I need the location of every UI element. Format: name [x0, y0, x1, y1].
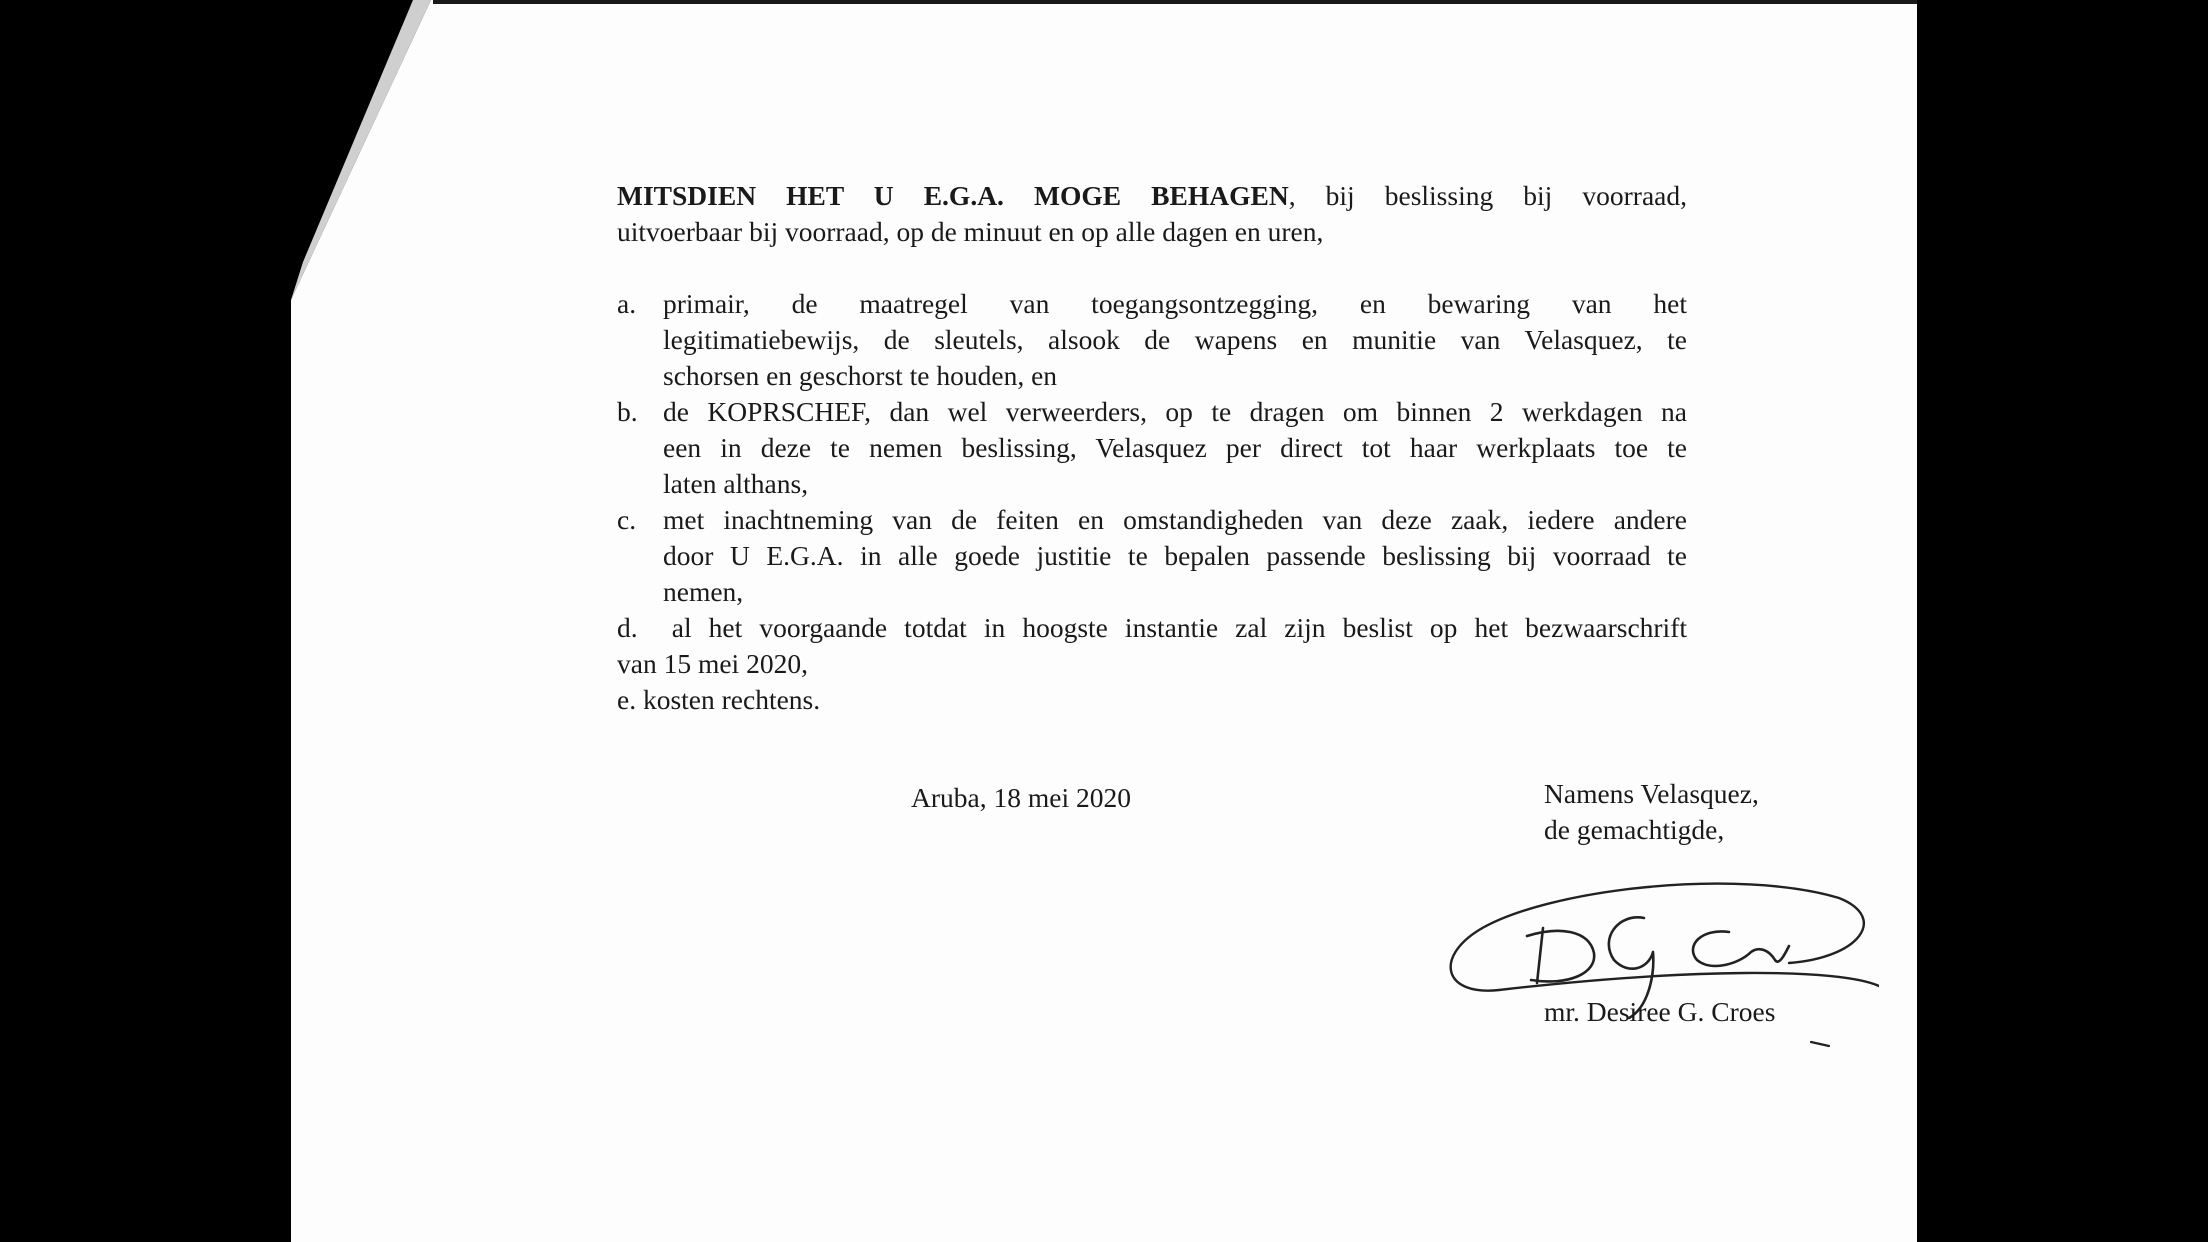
place-date: Aruba, 18 mei 2020 — [911, 782, 1131, 813]
item-d-line-1-text: al het voorgaande totdat in hoogste instantie zal zijn beslist op het bezwaarschrift — [671, 612, 1688, 643]
intro-paragraph — [617, 178, 1687, 250]
folded-corner-shadow — [291, 0, 431, 300]
item-a-line-2: legitimatiebewijs, de sleutels, alsook de wapens en munitie van Velasquez, te — [663, 324, 1687, 355]
authorized-line: de gemachtigde, — [1544, 814, 1725, 845]
list-item-b — [617, 394, 1687, 502]
signature-block — [1544, 776, 1759, 848]
intro-bold-lead: MITSDIEN HET U E.G.A. MOGE BEHAGEN — [617, 180, 1289, 211]
signer-name: mr. Desiree G. Croes — [1544, 996, 1776, 1027]
item-d-line-2: van 15 mei 2020, — [617, 648, 808, 679]
item-d-line-1 — [617, 610, 1687, 646]
list-marker-c: c. — [617, 504, 637, 535]
item-a-line-3: schorsen en geschorst te houden, en — [663, 360, 1058, 391]
document-body — [617, 178, 1687, 718]
list-item-a — [617, 286, 1687, 394]
list-marker-b: b. — [617, 396, 638, 427]
intro-line-2: uitvoerbaar bij voorraad, op de minuut en op alle dagen en uren, — [617, 216, 1324, 247]
intro-line-1-rest: , bij beslissing bij voorraad, — [1288, 180, 1687, 211]
list-item-d — [617, 610, 1687, 682]
item-c-line-1: met inachtneming van de feiten en omstandigheden van deze zaak, iedere andere — [663, 504, 1687, 535]
document-page — [291, 0, 1917, 1242]
intro-line-1 — [617, 178, 1687, 214]
item-b-line-1: de KOPRSCHEF, dan wel verweerders, op te dragen om binnen 2 werkdagen na — [663, 396, 1687, 427]
list-marker-d: d. — [617, 612, 638, 643]
list-item-e — [617, 682, 1687, 718]
item-c-line-2: door U E.G.A. in alle goede justitie te bepalen passende beslissing bij voorraad te — [663, 540, 1687, 571]
list-item-c — [617, 502, 1687, 610]
item-b-line-2: een in deze te nemen beslissing, Velasquez per direct tot haar werkplaats toe te — [663, 432, 1687, 463]
on-behalf-line: Namens Velasquez, — [1544, 778, 1759, 809]
item-c-line-3: nemen, — [663, 576, 744, 607]
list-marker-a: a. — [617, 288, 637, 319]
page-top-edge — [433, 0, 1917, 4]
list-marker-e: e. — [617, 684, 637, 715]
item-a-line-1: primair, de maatregel van toegangsontzegging, en bewaring van het — [663, 288, 1687, 319]
item-e-line-1: kosten rechtens. — [642, 684, 821, 715]
item-b-line-3: laten althans, — [663, 468, 809, 499]
